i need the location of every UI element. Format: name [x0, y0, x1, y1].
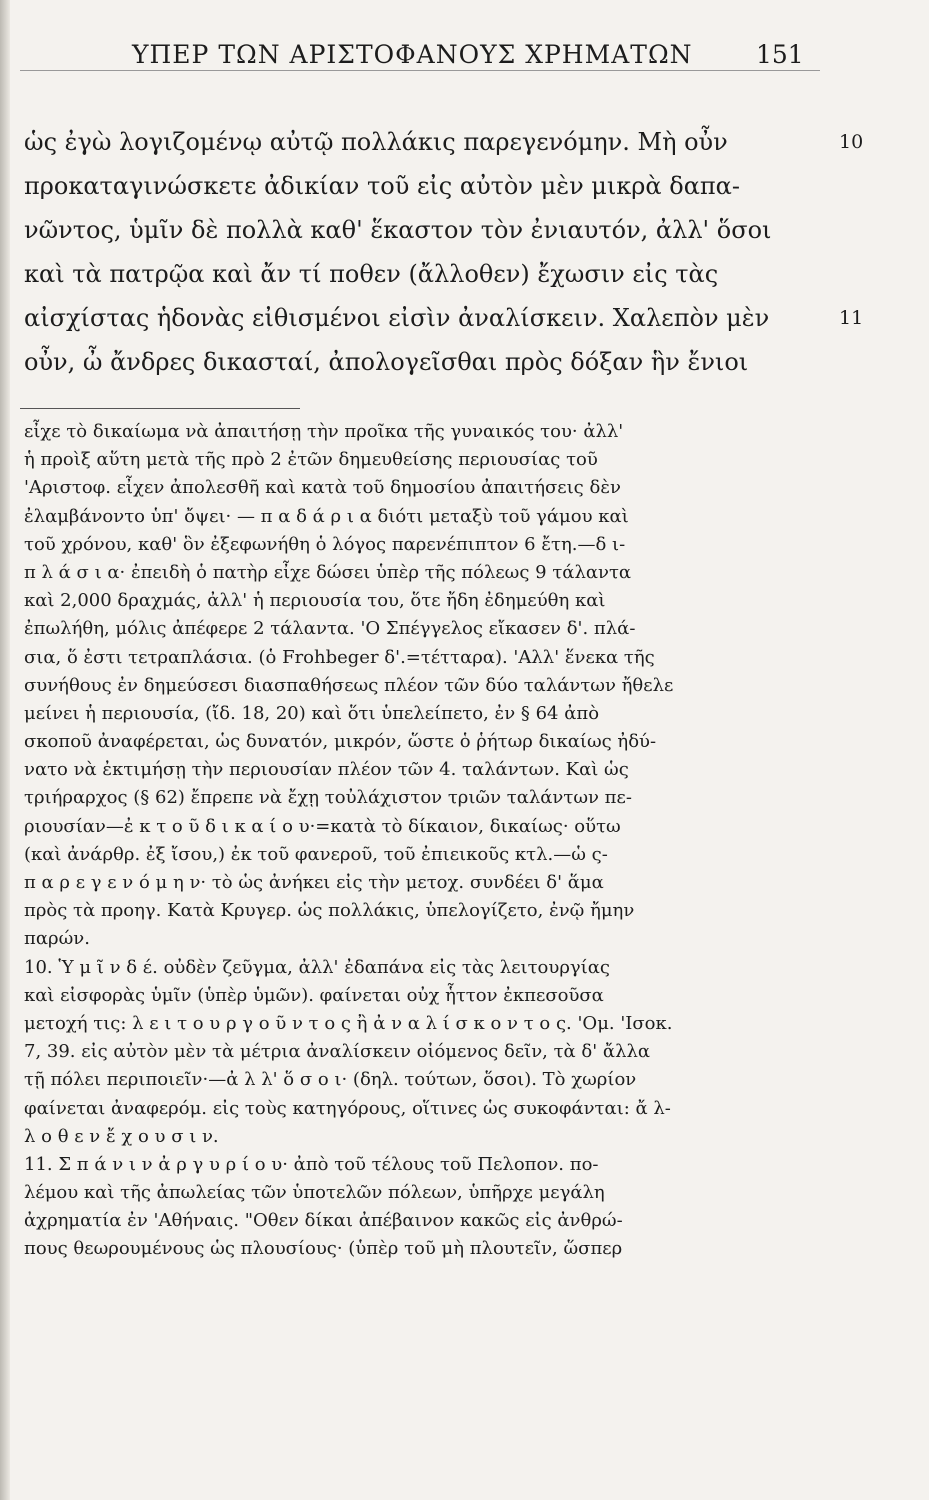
- note-line: καὶ εἰσφορὰς ὑμῖν (ὑπὲρ ὑμῶν). φαίνεται οὐχ ἧττον ἐκπεσοῦσα: [24, 984, 604, 1006]
- main-text-line-content: αἰσχίστας ἡδονὰς εἰθισμένοι εἰσὶν ἀναλίσκειν. Χαλεπὸν μὲν: [24, 304, 770, 332]
- note-line: (καὶ ἀνάρθρ. ἐξ ἴσου,) ἐκ τοῦ φανεροῦ, τοῦ ἐπιεικοῦς κτλ.—ὡ ς-: [24, 843, 608, 865]
- main-text-line-content: ὡς ἐγὼ λογιζομένῳ αὐτῷ πολλάκις παρεγενόμην. Μὴ οὖν: [24, 128, 728, 156]
- running-title: ΥΠΕΡ ΤΩΝ ΑΡΙΣΤΟΦΑΝΟΥΣ ΧΡΗΜΑΤΩΝ: [132, 40, 693, 69]
- main-text-line-content: καὶ τὰ πατρῷα καὶ ἄν τί ποθεν (ἄλλοθεν) ἔχωσιν εἰς τὰς: [24, 260, 719, 288]
- note-line: λέμου καὶ τῆς ἀπωλείας τῶν ὑποτελῶν πόλεων, ὑπῆρχε μεγάλη: [24, 1182, 605, 1204]
- main-text-line-content: οὖν, ὦ ἄνδρες δικασταί, ἀπολογεῖσθαι πρὸς δόξαν ἣν ἔνιοι: [24, 348, 749, 376]
- note-line: π λ ά σ ι α· ἐπειδὴ ὁ πατὴρ εἶχε δώσει ὑπὲρ τῆς πόλεως 9 τάλαντα: [24, 561, 632, 583]
- margin-section-number: 10: [839, 131, 864, 153]
- note-line: τῇ πόλει περιποιεῖν·—ἀ λ λ' ὅ σ ο ι· (δηλ. τούτων, ὅσοι). Τὸ χωρίον: [24, 1069, 637, 1091]
- main-text-line: [24, 164, 824, 208]
- note-line: 7, 39. εἰς αὐτὸν μὲν τὰ μέτρια ἀναλίσκειν οἰόμενος δεῖν, τὰ δ' ἄλλα: [24, 1041, 651, 1063]
- note-line: π α ρ ε γ ε ν ό μ η ν· τὸ ὡς ἀνήκει εἰς τὴν μετοχ. συνδέει δ' ἅμα: [24, 872, 604, 893]
- page-number: 151: [756, 40, 804, 69]
- note-line: πρὸς τὰ προηγ. Κατὰ Κρυγερ. ὡς πολλάκις, ὑπελογίζετο, ἐνῷ ἤμην: [24, 900, 635, 922]
- note-line: μετοχή τις: λ ε ι τ ο υ ρ γ ο ῦ ν τ ο ς ἢ ἀ ν α λ ί σ κ ο ν τ ο ς. 'Ομ. 'Ισοκ.: [24, 1012, 673, 1034]
- note-line: 11. Σ π ά ν ι ν ἀ ρ γ υ ρ ί ο υ· ἀπὸ τοῦ τέλους τοῦ Πελοπον. πο-: [24, 1153, 599, 1175]
- note-line: ριουσίαν—ἐ κ τ ο ῦ δ ι κ α ί ο υ·=κατὰ τὸ δίκαιον, δικαίως· οὕτω: [24, 815, 621, 837]
- header-rule: [20, 70, 820, 71]
- note-line: μείνει ἡ περιουσία, (ἴδ. 18, 20) καὶ ὅτι ὑπελείπετο, ἐν § 64 ἀπὸ: [24, 702, 600, 724]
- note-line: ἐλαμβάνοντο ὑπ' ὄψει· — π α δ ά ρ ι α διότι μεταξὺ τοῦ γάμου καὶ: [24, 505, 629, 527]
- note-line: εἶχε τὸ δικαίωμα νὰ ἀπαιτήσῃ τὴν προῖκα τῆς γυναικός του· ἀλλ': [24, 421, 624, 442]
- main-text-line: [24, 252, 824, 296]
- note-line: ἐπωλήθη, μόλις ἀπέφερε 2 τάλαντα. 'Ο Σπέγγελος εἴκασεν δ'. πλά-: [24, 618, 636, 640]
- note-line: σια, ὅ ἐστι τετραπλάσια. (ὁ Frohbeger δ'.=τέτταρα). 'Αλλ' ἕνεκα τῆς: [24, 646, 655, 668]
- note-line: λ ο θ ε ν ἔ χ ο υ σ ι ν.: [24, 1125, 219, 1147]
- note-line: καὶ 2,000 δραχμάς, ἀλλ' ἡ περιουσία του, ὅτε ἤδη ἐδημεύθη καὶ: [24, 590, 606, 612]
- note-line: συνήθους ἐν δημεύσεσι διασπαθήσεως πλέον τῶν δύο ταλάντων ἤθελε: [24, 674, 674, 696]
- note-line: πους θεωρουμένους ὡς πλουσίους· (ὑπὲρ τοῦ μὴ πλουτεῖν, ὥσπερ: [24, 1238, 623, 1260]
- page-spine-shadow: [0, 0, 10, 1500]
- note-line: σκοποῦ ἀναφέρεται, ὡς δυνατόν, μικρόν, ὥστε ὁ ῥήτωρ δικαίως ἠδύ-: [24, 731, 657, 753]
- main-text-line: [24, 120, 864, 164]
- main-text-line: [24, 208, 824, 252]
- main-text-line-content: προκαταγινώσκετε ἀδικίαν τοῦ εἰς αὐτὸν μὲν μικρὰ δαπα-: [24, 172, 740, 200]
- margin-section-number: 11: [839, 307, 864, 329]
- note-line: τριήραρχος (§ 62) ἔπρεπε νὰ ἔχῃ τοὐλάχιστον τριῶν ταλάντων πε-: [24, 787, 632, 809]
- note-line: ἡ προὶξ αὕτη μετὰ τῆς πρὸ 2 ἐτῶν δημευθείσης περιουσίας τοῦ: [24, 449, 598, 471]
- note-line: 'Αριστοφ. εἶχεν ἀπολεσθῆ καὶ κατὰ τοῦ δημοσίου ἀπαιτήσεις δὲν: [24, 477, 621, 499]
- page-header: [132, 34, 832, 82]
- main-text-line: [24, 340, 824, 384]
- main-text-line: [24, 296, 864, 340]
- note-line: ἀχρηματία ἐν 'Αθήναις. "Οθεν δίκαι ἀπέβαινον κακῶς εἰς ἀνθρώ-: [24, 1210, 623, 1232]
- note-line: παρών.: [24, 928, 90, 950]
- note-line: φαίνεται ἀναφερόμ. εἰς τοὺς κατηγόρους, οἵτινες ὡς συκοφάνται: ἄ λ-: [24, 1097, 671, 1119]
- note-line: νατο νὰ ἐκτιμήσῃ τὴν περιουσίαν πλέον τῶν 4. ταλάντων. Καὶ ὡς: [24, 759, 629, 781]
- note-line: 10. Ὑ μ ῖ ν δ έ. οὐδὲν ζεῦγμα, ἀλλ' ἐδαπάνα εἰς τὰς λειτουργίας: [24, 956, 610, 978]
- note-line: τοῦ χρόνου, καθ' ὃν ἐξεφωνήθη ὁ λόγος παρενέπιπτον 6 ἔτη.—δ ι-: [24, 533, 626, 555]
- main-text-line-content: νῶντος, ὑμῖν δὲ πολλὰ καθ' ἕκαστον τὸν ἐνιαυτόν, ἀλλ' ὅσοι: [24, 216, 772, 244]
- footnote-divider: [20, 408, 300, 409]
- commentary-notes: [24, 418, 824, 1264]
- main-text: [24, 120, 864, 384]
